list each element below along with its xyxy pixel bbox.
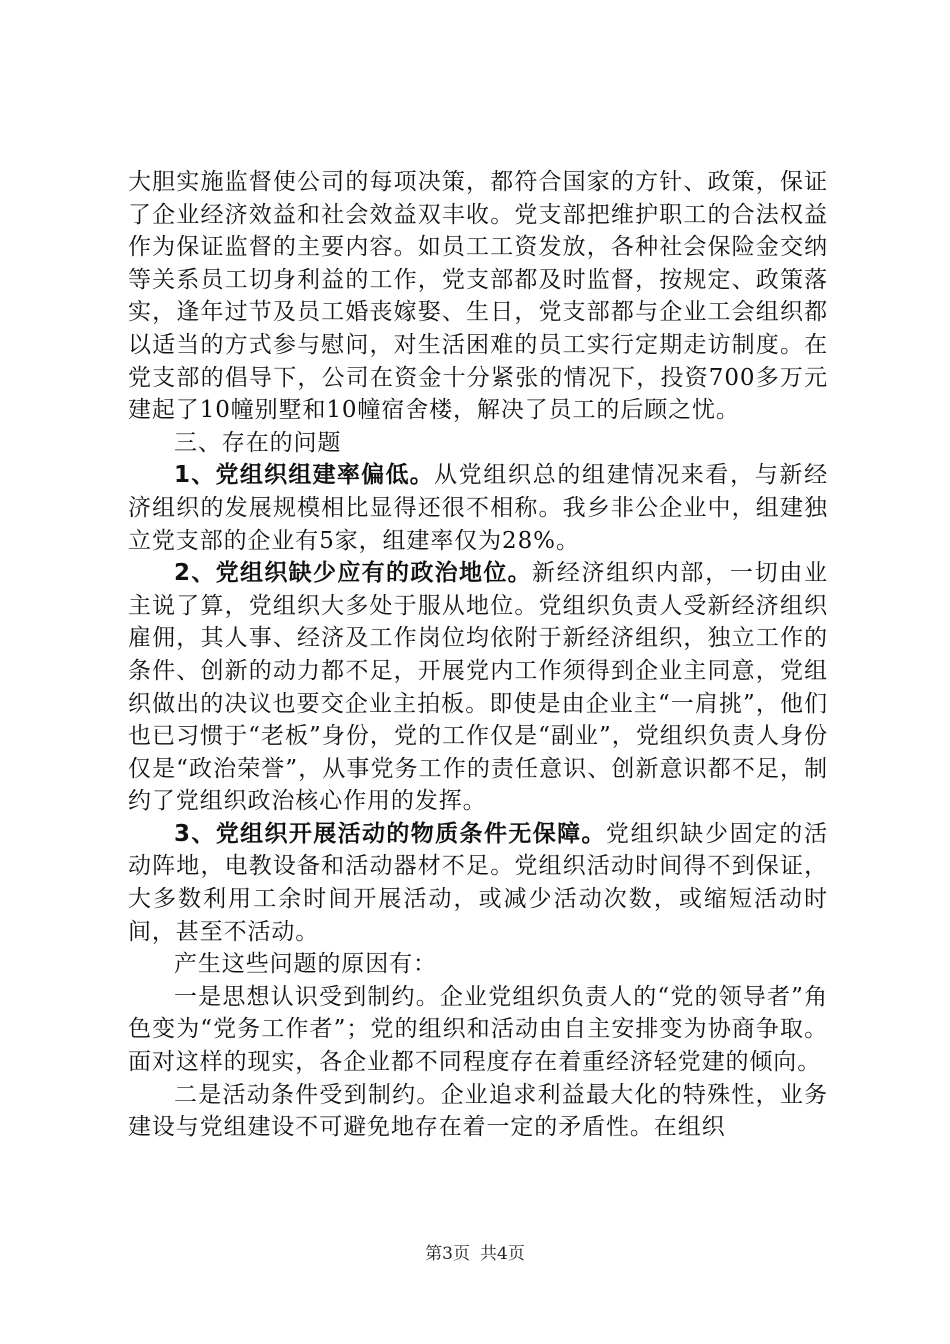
page-footer (0, 1239, 950, 1264)
page-total: 共4页 (480, 1244, 525, 1264)
paragraph-causes-intro (128, 948, 828, 981)
paragraph-issue-1 (128, 459, 828, 557)
paragraph-1 (128, 166, 828, 427)
paragraph-issue-3 (128, 818, 828, 948)
causes-intro-text: 产生这些问题的原因有： (174, 951, 437, 978)
section-heading-text: 三、存在的问题 (174, 429, 342, 456)
page-number: 第3页 (425, 1244, 470, 1264)
issue-1-heading: 1、党组织组建率偏低。 (174, 462, 434, 489)
issue-1-text: 从党组织总的组建情况来看，与新经济组织的发展规模相比显得还很不相称。我乡非公企业中，组建独立党支部的企业有5家，组建率仅为28%。 (128, 462, 828, 554)
paragraph-1-text: 大胆实施监督使公司的每项决策，都符合国家的方针、政策，保证了企业经济效益和社会效益双丰收。党支部把维护职工的合法权益作为保证监督的主要内容。如员工工资发放，各种社会保险金交纳等关系员工切身利益的工作，党支部都及时监督，按规定、政策落实，逢年过节及员工婚丧嫁娶、生日，党支部都与企业工会组织都以适当的方式参与慰问，对生活困难的员工实行定期走访制度。在党支部的倡导下，公司在资金十分紧张的情况下，投资700多万元建起了10幢别墅和10幢宿舍楼，解决了员工的后顾之忧。 (128, 169, 828, 424)
issue-2-text: 新经济组织内部，一切由业主说了算，党组织大多处于服从地位。党组织负责人受新经济组织雇佣，其人事、经济及工作岗位均依附于新经济组织，独立工作的条件、创新的动力都不足，开展党内工作须得到企业主同意，党组织做出的决议也要交企业主拍板。即使是由企业主“一肩挑”，他们也已习惯于“老板”身份，党的工作仅是“副业”，党组织负责人身份仅是“政治荣誉”，从事党务工作的责任意识、创新意识都不足，制约了党组织政治核心作用的发挥。 (128, 560, 828, 815)
section-heading (128, 427, 828, 460)
paragraph-cause-1 (128, 981, 828, 1079)
issue-3-heading: 3、党组织开展活动的物质条件无保障。 (174, 820, 606, 847)
issue-3-text: 党组织缺少固定的活动阵地，电教设备和活动器材不足。党组织活动时间得不到保证，大多数利用工余时间开展活动，或减少活动次数，或缩短活动时间，甚至不活动。 (128, 820, 828, 945)
document-body (128, 166, 828, 1144)
paragraph-cause-2 (128, 1079, 828, 1144)
issue-2-heading: 2、党组织缺少应有的政治地位。 (174, 560, 533, 587)
cause-2-text: 二是活动条件受到制约。企业追求利益最大化的特殊性，业务建设与党组建设不可避免地存在着一定的矛盾性。在组织 (128, 1081, 828, 1141)
paragraph-issue-2 (128, 557, 828, 818)
cause-1-text: 一是思想认识受到制约。企业党组织负责人的“党的领导者”角色变为“党务工作者”；党的组织和活动由自主安排变为协商争取。面对这样的现实，各企业都不同程度存在着重经济轻党建的倾向。 (128, 983, 828, 1076)
